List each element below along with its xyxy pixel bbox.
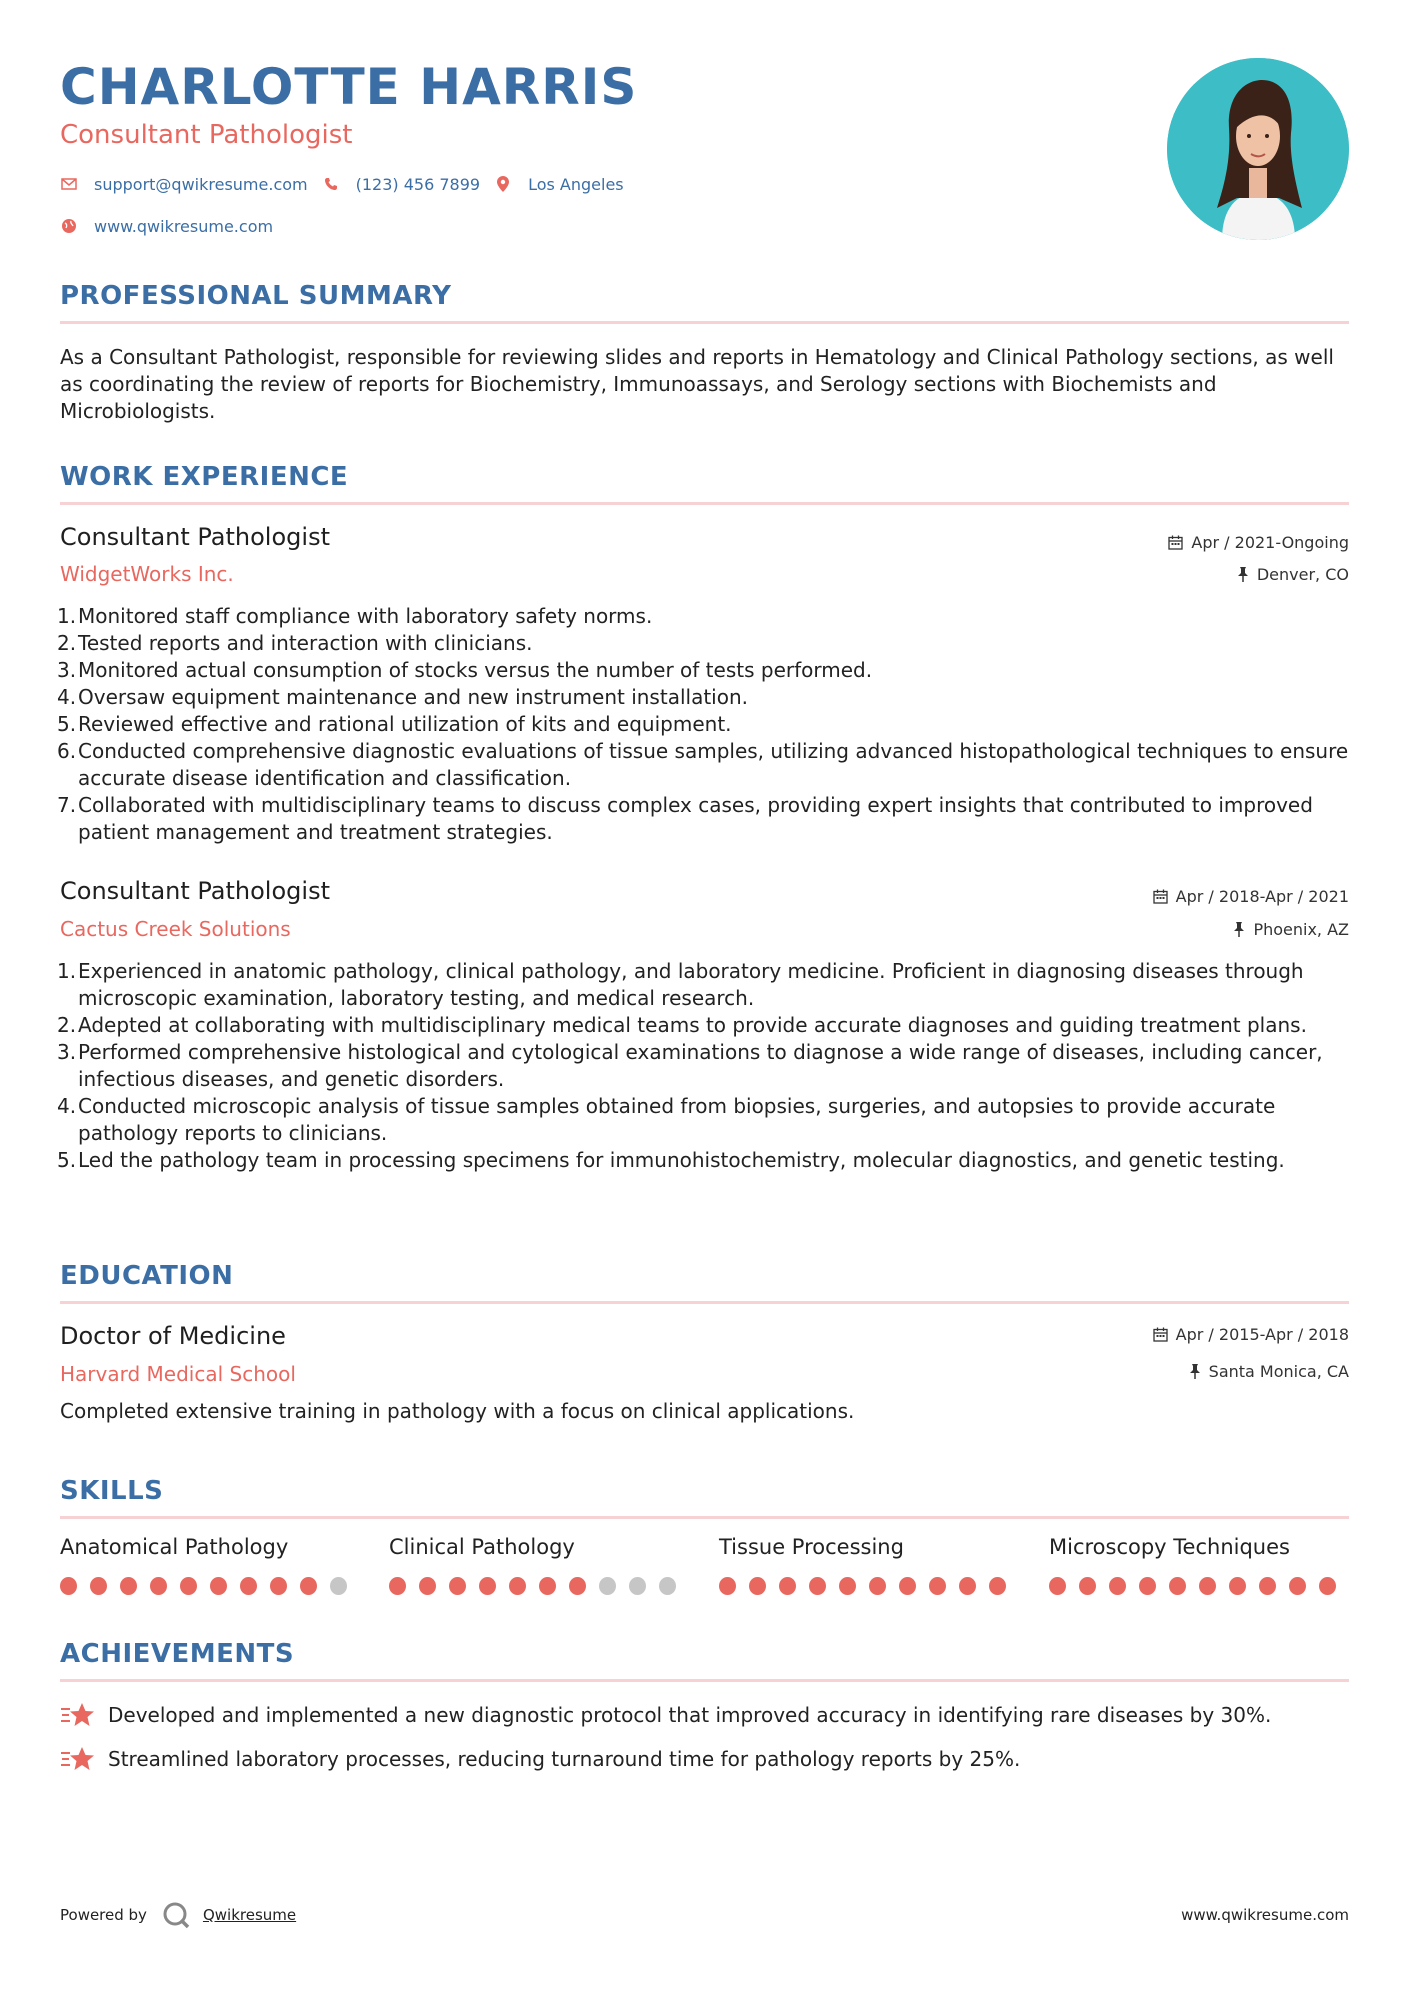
rating-dot-filled [1139,1577,1156,1595]
job-1-duties [57,603,1350,846]
rating-dot-empty [629,1577,646,1595]
rating-dot-filled [1109,1577,1126,1595]
list-item: 4. Oversaw equipment maintenance and new instrument installation. [57,685,748,709]
globe-icon [60,217,78,235]
list-item: 5. Reviewed effective and rational utilization of kits and equipment. [57,712,732,736]
pushpin-icon [1189,1364,1201,1379]
rating-dot-filled [779,1577,796,1595]
education-dates-text: Apr / 2015-Apr / 2018 [1175,1325,1349,1344]
skill-label: Anatomical Pathology [60,1535,289,1559]
job-2-company: Cactus Creek Solutions [60,917,291,941]
calendar-icon [1168,535,1183,550]
experience-heading: WORK EXPERIENCE [60,462,349,492]
achievement-text: Streamlined laboratory processes, reducing turnaround time for pathology reports by 25%. [108,1747,1021,1771]
qwikresume-logo-icon [161,1900,191,1930]
rating-dot-filled [959,1577,976,1595]
skill-label: Clinical Pathology [389,1535,575,1559]
job-2-dates [1153,887,1349,906]
candidate-name: CHARLOTTE HARRIS [60,58,638,116]
rating-dot-filled [180,1577,197,1595]
powered-by-label: Powered by [60,1906,147,1924]
list-item: 5. Led the pathology team in processing specimens for immunohistochemistry, molecular diagnostics, and genetic testing. [57,1148,1285,1172]
list-item: 3. Monitored actual consumption of stocks versus the number of tests performed. [57,658,873,682]
rating-dot-filled [120,1577,137,1595]
rating-dot-filled [300,1577,317,1595]
rating-dot-filled [539,1577,556,1595]
rating-dot-filled [569,1577,586,1595]
skill-3 [719,1535,1019,1595]
job-1-location-text: Denver, CO [1256,565,1349,584]
contact-location [494,175,624,194]
job-1-title: Consultant Pathologist [60,523,330,551]
list-item: 1. Experienced in anatomic pathology, clinical pathology, and laboratory medicine. Proficient in diagnosing diseases through microscopic examination, laboratory testing, and medical research. [57,959,1304,1010]
achievement-text: Developed and implemented a new diagnostic protocol that improved accuracy in identifying rare diseases by 30%. [108,1703,1272,1727]
education-degree: Doctor of Medicine [60,1322,286,1350]
rating-dot-filled [240,1577,257,1595]
achievement-item [60,1744,1020,1774]
rating-dot-filled [719,1577,736,1595]
skill-1 [60,1535,360,1595]
education-school: Harvard Medical School [60,1362,296,1386]
footer-powered-by [60,1900,296,1930]
skill-4 [1049,1535,1349,1595]
skill-rating [1049,1577,1349,1595]
email-text: support@qwikresume.com [94,174,308,194]
education-heading: EDUCATION [60,1261,234,1291]
profile-photo [1167,58,1349,240]
rating-dot-filled [90,1577,107,1595]
rating-dot-filled [150,1577,167,1595]
rating-dot-filled [1229,1577,1246,1595]
rating-dot-filled [899,1577,916,1595]
job-2-duties [57,958,1350,1174]
job-2-location-text: Phoenix, AZ [1253,920,1349,939]
rating-dot-filled [60,1577,77,1595]
calendar-icon [1153,889,1168,904]
summary-heading: PROFESSIONAL SUMMARY [60,281,452,311]
contact-website[interactable] [60,214,273,238]
skill-rating [389,1577,689,1595]
envelope-icon [60,175,78,193]
location-text: Los Angeles [528,174,624,194]
education-dates [1153,1325,1349,1344]
rating-dot-filled [869,1577,886,1595]
rating-dot-empty [599,1577,616,1595]
phone-text: (123) 456 7899 [355,174,481,194]
rating-dot-empty [659,1577,676,1595]
job-1-dates-text: Apr / 2021-Ongoing [1191,533,1349,552]
rating-dot-filled [1199,1577,1216,1595]
job-1-location [1237,565,1349,584]
pushpin-icon [1237,567,1249,582]
education-location [1189,1362,1349,1381]
list-item: 4. Conducted microscopic analysis of tissue samples obtained from biopsies, surgeries, and autopsies to provide accurate pathology reports to clinicians. [57,1094,1276,1145]
rating-dot-filled [389,1577,406,1595]
list-item: 2. Tested reports and interaction with clinicians. [57,631,533,655]
rating-dot-filled [1049,1577,1066,1595]
rating-dot-filled [809,1577,826,1595]
skills-heading: SKILLS [60,1476,164,1506]
rating-dot-filled [270,1577,287,1595]
skill-rating [60,1577,360,1595]
job-2-dates-text: Apr / 2018-Apr / 2021 [1175,887,1349,906]
education-location-text: Santa Monica, CA [1208,1362,1349,1381]
rating-dot-filled [509,1577,526,1595]
rating-dot-filled [210,1577,227,1595]
rating-dot-filled [479,1577,496,1595]
rating-dot-empty [330,1577,347,1595]
rating-dot-filled [929,1577,946,1595]
contact-row [60,172,638,196]
phone-icon [322,175,340,193]
skills-divider [60,1516,1349,1519]
pushpin-icon [1233,922,1245,937]
rating-dot-filled [1259,1577,1276,1595]
rating-dot-filled [1079,1577,1096,1595]
rating-dot-filled [989,1577,1006,1595]
map-pin-icon [494,175,512,193]
rating-dot-filled [1289,1577,1306,1595]
job-2-title: Consultant Pathologist [60,877,330,905]
contact-phone[interactable] [322,175,480,194]
achievement-item [60,1700,1271,1730]
experience-divider [60,502,1349,505]
skill-2 [389,1535,689,1595]
rating-dot-filled [449,1577,466,1595]
list-item: 2. Adepted at collaborating with multidisciplinary medical teams to provide accurate diagnoses and guiding treatment plans. [57,1013,1307,1037]
star-icon [60,1700,96,1730]
calendar-icon [1153,1327,1168,1342]
skill-rating [719,1577,1019,1595]
skill-label: Microscopy Techniques [1049,1535,1290,1559]
rating-dot-filled [1319,1577,1336,1595]
summary-text: As a Consultant Pathologist, responsible for reviewing slides and reports in Hematology and Clinical Pathology sections, as well as coordinating the review of reports for Biochemistry, Immunoassays, and Serology sections with Biochemists and Microbiologists. [60,345,1334,423]
footer-website[interactable]: www.qwikresume.com [1181,1906,1349,1924]
skill-label: Tissue Processing [719,1535,904,1559]
rating-dot-filled [1169,1577,1186,1595]
summary-divider [60,321,1349,324]
star-icon [60,1744,96,1774]
rating-dot-filled [839,1577,856,1595]
achievements-heading: ACHIEVEMENTS [60,1639,295,1669]
website-text: www.qwikresume.com [94,216,274,236]
job-1-company: WidgetWorks Inc. [60,562,234,586]
achievements-divider [60,1679,1349,1682]
candidate-role: Consultant Pathologist [60,120,353,150]
job-1-dates [1168,533,1349,552]
education-divider [60,1301,1349,1304]
list-item: 1. Monitored staff compliance with laboratory safety norms. [57,604,653,628]
rating-dot-filled [419,1577,436,1595]
list-item: 7. Collaborated with multidisciplinary teams to discuss complex cases, providing expert insights that contributed to improved patient management and treatment strategies. [57,793,1313,844]
list-item: 3. Performed comprehensive histological and cytological examinations to diagnose a wide range of diseases, including cancer, infectious diseases, and genetic disorders. [57,1040,1323,1091]
rating-dot-filled [749,1577,766,1595]
contact-email[interactable] [60,175,308,194]
education-description: Completed extensive training in pathology with a focus on clinical applications. [60,1399,855,1423]
qwikresume-link[interactable]: Qwikresume [202,1906,297,1924]
list-item: 6. Conducted comprehensive diagnostic evaluations of tissue samples, utilizing advanced histopathological techniques to ensure accurate disease identification and classification. [57,739,1349,790]
job-2-location [1233,920,1349,939]
